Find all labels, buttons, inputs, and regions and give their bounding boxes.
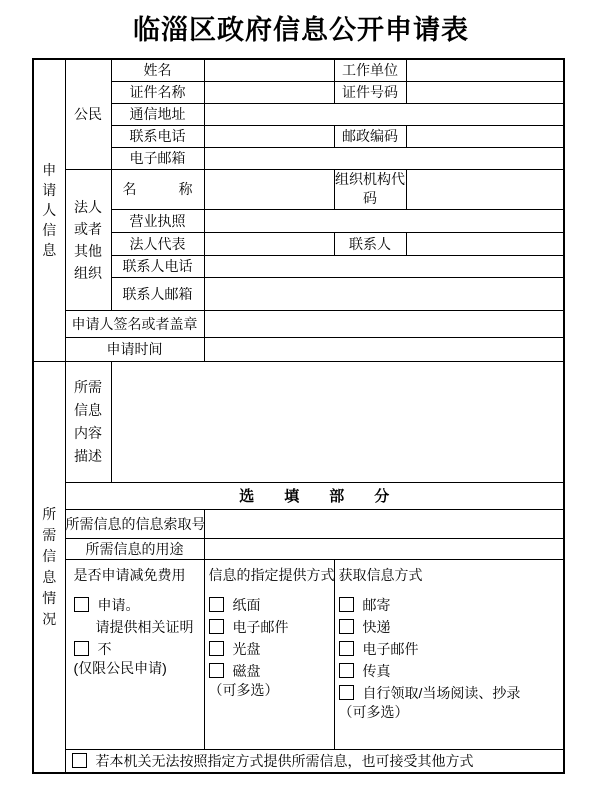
legal-representative-label: 法人代表 <box>111 232 204 255</box>
phone-input-cell[interactable] <box>204 125 334 147</box>
checkbox-cd[interactable] <box>209 641 224 656</box>
address-label: 通信地址 <box>111 103 204 125</box>
work-unit-label: 工作单位 <box>334 59 406 81</box>
postal-code-label: 邮政编码 <box>334 125 406 147</box>
application-form-table <box>32 58 565 774</box>
checkbox-self-pickup[interactable] <box>339 685 354 700</box>
business-license-input-cell[interactable] <box>204 209 564 232</box>
org-name-label: 名 称 <box>111 169 204 209</box>
org-name-input-cell[interactable] <box>204 169 334 209</box>
checkbox-email[interactable] <box>209 619 224 634</box>
contact-email-label: 联系人邮箱 <box>111 277 204 310</box>
provide-method-cell <box>204 559 334 749</box>
option-label: 自行领取/当场阅读、抄录 <box>362 684 521 701</box>
obtain-method-header: 获取信息方式 <box>338 566 423 583</box>
checkbox-paper[interactable] <box>209 597 224 612</box>
fee-reduction-option-no <box>74 638 202 660</box>
provide-method-header: 信息的指定提供方式 <box>208 566 335 583</box>
purpose-label: 所需信息的用途 <box>65 538 204 559</box>
option-label: 邮寄 <box>362 596 391 613</box>
apply-time-input-cell[interactable] <box>204 337 564 361</box>
provide-method-footnote: （可多选） <box>208 681 279 698</box>
obtain-option-self-pickup <box>339 682 562 704</box>
fee-reduction-cell <box>65 559 204 749</box>
required-info-section-label: 所需信息情况 <box>33 361 65 773</box>
id-number-label: 证件号码 <box>334 81 406 103</box>
obtain-method-cell <box>334 559 564 749</box>
contact-person-input-cell[interactable] <box>406 232 564 255</box>
id-number-input-cell[interactable] <box>406 81 564 103</box>
option-label: 电子邮件 <box>362 640 419 657</box>
email-label: 电子邮箱 <box>111 147 204 169</box>
fee-reduction-footnote: (仅限公民申请) <box>73 659 167 676</box>
obtain-method-footnote: （可多选） <box>338 703 409 720</box>
postal-code-input-cell[interactable] <box>406 125 564 147</box>
business-license-label: 营业执照 <box>111 209 204 232</box>
provide-option-disk <box>209 660 332 682</box>
checkbox-apply[interactable] <box>74 597 89 612</box>
content-description-label: 所需信息内容描述 <box>65 361 111 482</box>
signature-label: 申请人签名或者盖章 <box>65 310 204 337</box>
checkbox-obtain-email[interactable] <box>339 641 354 656</box>
name-label: 姓名 <box>111 59 204 81</box>
obtain-option-email <box>339 638 562 660</box>
option-label: 纸面 <box>232 596 261 613</box>
option-label: 快递 <box>362 618 391 635</box>
form-title: 临淄区政府信息公开申请表 <box>133 15 469 45</box>
option-label: 不 <box>97 640 112 657</box>
work-unit-input-cell[interactable] <box>406 59 564 81</box>
purpose-input-cell[interactable] <box>204 538 564 559</box>
fallback-cell <box>65 749 564 773</box>
legal-representative-input-cell[interactable] <box>204 232 334 255</box>
checkbox-fax[interactable] <box>339 663 354 678</box>
fallback-statement-label: 若本机关无法按照指定方式提供所需信息，也可接受其他方式 <box>95 752 474 769</box>
org-code-input-cell[interactable] <box>406 169 564 209</box>
checkbox-no[interactable] <box>74 641 89 656</box>
option-label: 申请。 <box>97 596 140 613</box>
checkbox-fallback[interactable] <box>72 753 87 768</box>
citizen-group-label: 公民 <box>65 59 111 169</box>
phone-label: 联系电话 <box>111 125 204 147</box>
applicant-section-label: 申请人信息 <box>33 59 65 361</box>
option-label: 传真 <box>362 662 391 679</box>
obtain-option-fax <box>339 660 562 682</box>
option-label: 光盘 <box>232 640 261 657</box>
obtain-option-express <box>339 616 562 638</box>
org-code-label: 组织机构代码 <box>334 169 406 209</box>
address-input-cell[interactable] <box>204 103 564 125</box>
provide-option-email <box>209 616 332 638</box>
checkbox-mail[interactable] <box>339 597 354 612</box>
signature-input-cell[interactable] <box>204 310 564 337</box>
fee-reduction-apply-note <box>74 616 202 638</box>
option-label: 磁盘 <box>232 662 261 679</box>
fee-reduction-header: 是否申请减免费用 <box>73 566 186 583</box>
contact-email-input-cell[interactable] <box>204 277 564 310</box>
index-number-label: 所需信息的信息索取号 <box>65 509 204 538</box>
contact-phone-input-cell[interactable] <box>204 255 564 277</box>
contact-phone-label: 联系人电话 <box>111 255 204 277</box>
index-number-input-cell[interactable] <box>204 509 564 538</box>
organization-group-label: 法人或者其他组织 <box>65 169 111 310</box>
content-description-input-cell[interactable] <box>111 361 564 482</box>
checkbox-express[interactable] <box>339 619 354 634</box>
fee-reduction-option-apply <box>74 594 202 616</box>
checkbox-disk[interactable] <box>209 663 224 678</box>
apply-time-label: 申请时间 <box>65 337 204 361</box>
option-note-label: 请提供相关证明 <box>95 618 194 635</box>
option-label: 电子邮件 <box>232 618 289 635</box>
contact-person-label: 联系人 <box>334 232 406 255</box>
obtain-option-mail <box>339 594 562 616</box>
provide-option-cd <box>209 638 332 660</box>
provide-option-paper <box>209 594 332 616</box>
id-name-label: 证件名称 <box>111 81 204 103</box>
id-name-input-cell[interactable] <box>204 81 334 103</box>
optional-section-header: 选 填 部 分 <box>65 482 564 509</box>
name-input-cell[interactable] <box>204 59 334 81</box>
email-input-cell[interactable] <box>204 147 564 169</box>
